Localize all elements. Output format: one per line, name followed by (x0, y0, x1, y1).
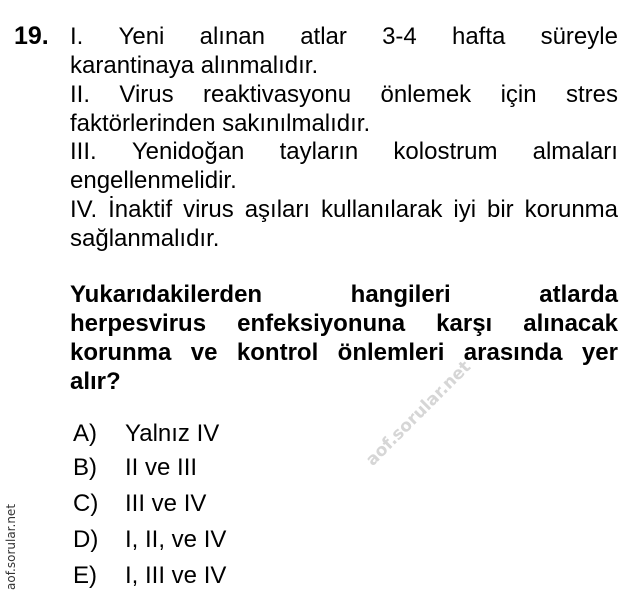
option-letter: C) (73, 490, 99, 517)
option-letter: A) (73, 420, 97, 447)
option-text: I, II, ve IV (125, 526, 227, 553)
prompt-line-3 (70, 338, 618, 367)
word: atlar (300, 23, 347, 50)
word: süreyle (540, 23, 618, 50)
statement-4-line-1 (70, 195, 618, 224)
option-c[interactable] (73, 489, 206, 518)
statement-3 (70, 137, 618, 195)
word: almaları (532, 138, 618, 165)
word: bir (487, 196, 514, 223)
word: 3-4 (382, 23, 417, 50)
option-e[interactable] (73, 561, 226, 590)
prompt-line-2 (70, 309, 618, 338)
option-letter: E) (73, 562, 97, 589)
option-letter: D) (73, 526, 99, 553)
option-letter: B) (73, 454, 97, 481)
word: iyi (453, 196, 477, 223)
word: karşı (436, 310, 493, 337)
option-text: II ve III (125, 454, 198, 481)
word: stres (565, 81, 618, 108)
word: III. (70, 138, 97, 165)
word: kolostrum (393, 138, 498, 165)
word: korunma (524, 196, 618, 223)
word: I. (70, 23, 84, 50)
word: herpesvirus (70, 310, 207, 337)
word: İnaktif (108, 196, 173, 223)
option-b[interactable] (73, 453, 197, 482)
word: arasında (463, 339, 563, 366)
option-text: III ve IV (125, 490, 207, 517)
word: yer (581, 339, 618, 366)
prompt-line-1 (70, 280, 618, 309)
option-a[interactable] (73, 419, 219, 448)
word: atlarda (539, 281, 618, 308)
word: Yukarıdakilerden (70, 281, 263, 308)
word: aşıları (244, 196, 311, 223)
word: tayların (279, 138, 359, 165)
statement-4-line-2: sağlanmalıdır. (70, 225, 220, 252)
word: kullanılarak (321, 196, 443, 223)
statement-4 (70, 195, 618, 253)
statement-1 (70, 22, 618, 80)
word: II. (70, 81, 91, 108)
word: Virus (119, 81, 174, 108)
statement-3-line-1 (70, 137, 618, 166)
word: enfeksiyonuna (237, 310, 406, 337)
question-prompt (70, 280, 618, 396)
word: IV. (70, 196, 98, 223)
word: alınacak (523, 310, 618, 337)
statement-2 (70, 80, 618, 138)
word: alınan (199, 23, 265, 50)
statement-1-line-1 (70, 22, 618, 51)
word: reaktivasyonu (203, 81, 352, 108)
statement-3-line-2: engellenmelidir. (70, 167, 237, 194)
prompt-line-4: alır? (70, 368, 121, 395)
word: önlemleri (337, 339, 445, 366)
word: Yeni (118, 23, 165, 50)
watermark-side: aof.sorular.net (4, 503, 18, 590)
word: önlemek (380, 81, 472, 108)
statement-2-line-1 (70, 80, 618, 109)
option-d[interactable] (73, 525, 226, 554)
word: ve (190, 339, 218, 366)
statement-2-line-2: faktörlerinden sakınılmalıdır. (70, 110, 371, 137)
word: hangileri (350, 281, 451, 308)
word: için (500, 81, 537, 108)
word: Yenidoğan (131, 138, 245, 165)
word: hafta (451, 23, 506, 50)
option-text: I, III ve IV (125, 562, 227, 589)
question-number: 19. (14, 22, 49, 50)
word: virus (183, 196, 234, 223)
statement-1-line-2: karantinaya alınmalıdır. (70, 52, 319, 79)
word: korunma (70, 339, 172, 366)
word: kontrol (236, 339, 319, 366)
option-text: Yalnız IV (125, 420, 220, 447)
watermark-center: aof.sorular.net (362, 357, 476, 471)
